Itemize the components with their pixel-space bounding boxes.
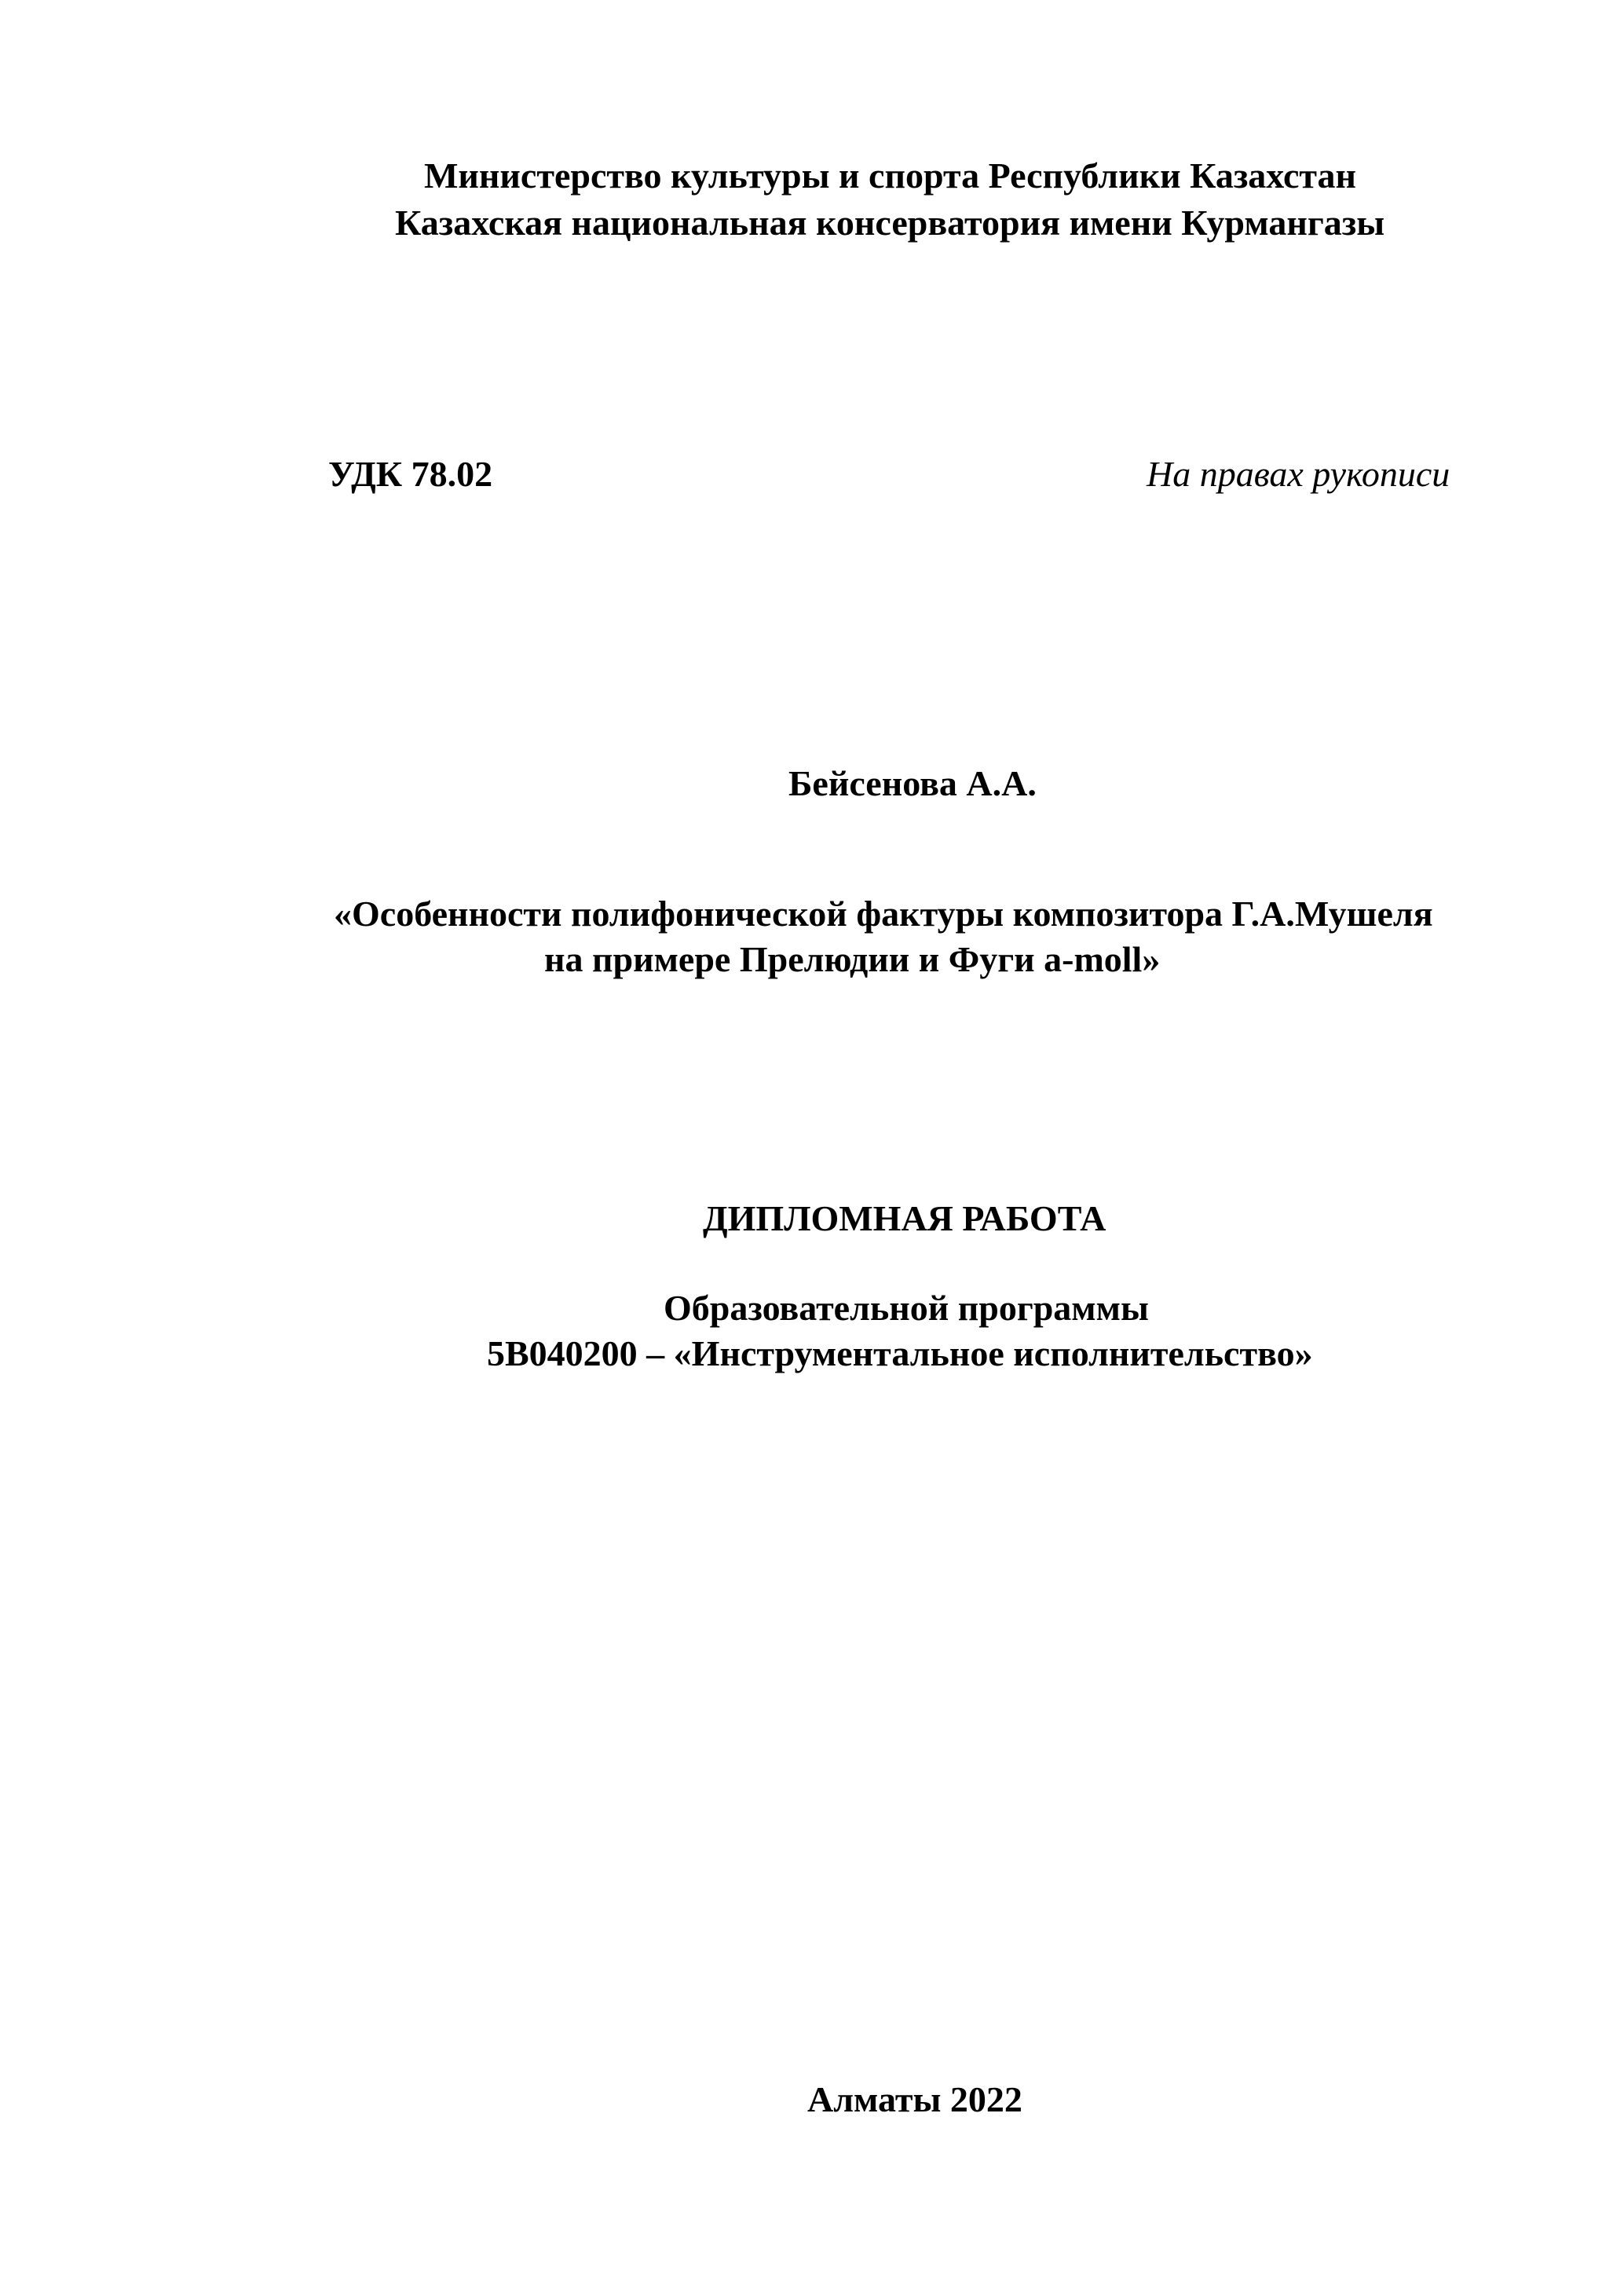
udk-code: УДК 78.02 (328, 454, 493, 494)
city-year: Алматы 2022 (807, 2079, 1022, 2119)
work-type: ДИПЛОМНАЯ РАБОТА (703, 1198, 1106, 1238)
program-label: Образовательной программы (664, 1288, 1149, 1328)
ministry-heading: Министерство культуры и спорта Республики Казахстан (424, 155, 1357, 196)
institution-heading: Казахская национальная консерватория имени Курмангазы (395, 203, 1385, 243)
manuscript-note: На правах рукописи (1147, 454, 1450, 494)
thesis-title-line-1: «Особенности полифонической фактуры композитора Г.А.Мушеля (334, 894, 1433, 934)
program-code-name: 5В040200 – «Инструментальное исполнительство» (487, 1333, 1313, 1373)
author-name: Бейсенова А.А. (788, 763, 1037, 803)
thesis-title-line-2: на примере Прелюдии и Фуги a-moll» (544, 939, 1161, 979)
